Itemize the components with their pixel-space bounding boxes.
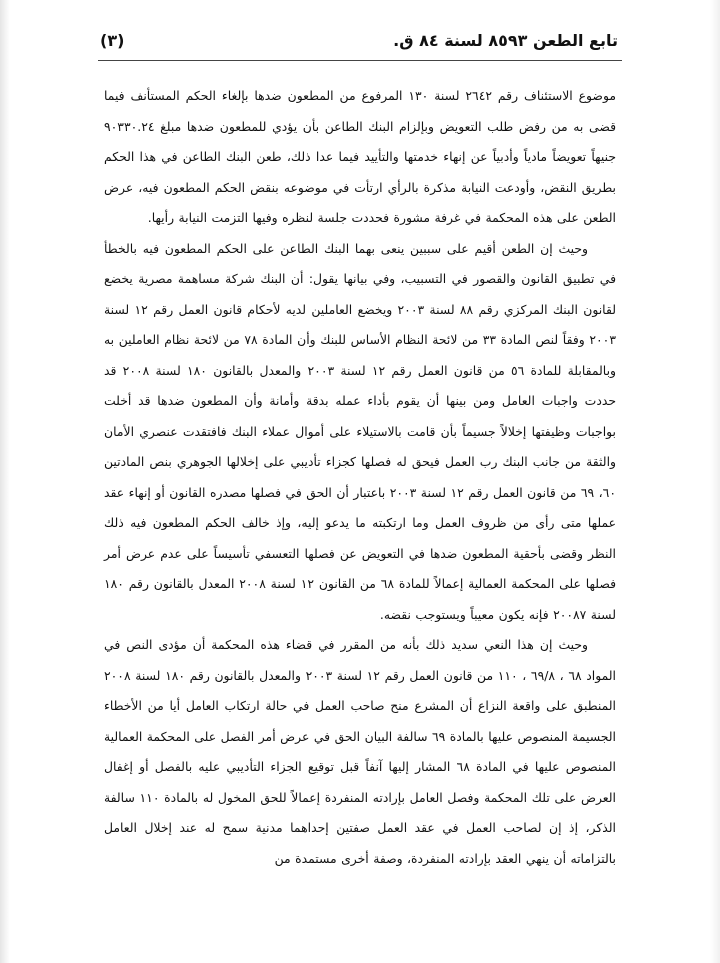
page-edge-shadow xyxy=(0,0,10,963)
case-title: تابع الطعن ٨٥٩٣ لسنة ٨٤ ق. xyxy=(393,30,618,50)
paragraph-appeal-grounds: وحيث إن الطعن أقيم على سببين ينعى بهما البنك الطاعن على الحكم المطعون فيه بالخطأ في تطبيق القانون والقصور في التسبيب، وفي بيانها يقول: أن البنك شركة مساهمة مصرية يخضع لقانون البنك المركزي رقم ٨٨ لسنة ٢٠٠٣ ويخضع العاملين لديه لأحكام قانون العمل رقم ١٢ لسنة ٢٠٠٣ وفقاً لنص المادة ٣٣ من لائحة النظام الأساس للبنك وأن المادة ٧٨ من لائحة نظام العاملين به وبالمقابلة للمادة ٥٦ من قانون العمل رقم ١٢ لسنة ٢٠٠٣ والمعدل بالقانون ١٨٠ لسنة ٢٠٠٨ قد حددت واجبات العامل ومن بينها أن يقوم بأداء عمله بدقة وأمانة وأن المطعون ضدها قد أخلت بواجبات وظيفتها إخلالاً جسيماً بأن قامت بالاستيلاء على أموال عملاء البنك فافتقدت عنصري الأمان والثقة من جانب البنك رب العمل فيحق له فصلها كجزاء تأديبي على إخلالها الجوهري بنص المادتين ٦٠، ٦٩ من قانون العمل رقم ١٢ لسنة ٢٠٠٣ باعتبار أن الحق في فصلها مصدره القانون أو إنهاء عقد عملها متى رأى من ظروف العمل وما ارتكبته ما يدعو إليه، وإذ خالف الحكم المطعون فيه ذلك النظر وقضى بأحقية المطعون ضدها في التعويض عن فصلها التعسفي تأسيساً على عدم عرض أمر فصلها على المحكمة العمالية إعمالاً للمادة ٦٨ من القانون ١٢ لسنة ٢٠٠٨ المعدل بالقانون رقم ١٨٠ لسنة ٢٠٠٨٧ فإنه يكون معيباً ويستوجب نقضه. xyxy=(104,240,617,622)
header-divider xyxy=(98,60,622,61)
page-edge-shadow xyxy=(710,0,720,963)
page-number: (٣) xyxy=(100,30,125,50)
judgment-body xyxy=(104,81,616,874)
paragraph-case-background: موضوع الاستئناف رقم ٢٦٤٢ لسنة ١٣٠ المرفوع من المطعون ضدها بإلغاء الحكم المستأنف فيما قضى به من رفض طلب التعويض وبإلزام البنك الطاعن بأن يؤدي للمطعون ضدها مبلغ ٩٠٣٣٠.٢٤ جنيهاً تعويضاً مادياً وأدبياً عن إنهاء خدمتها والتأييد فيما عدا ذلك، طعن البنك الطاعن في هذا الحكم بطريق النقض، وأودعت النيابة مذكرة بالرأي ارتأت في موضوعه بنقض الحكم المطعون فيه، عرض الطعن على هذه المحكمة في غرفة مشورة فحددت جلسة لنظره وفيها التزمت النيابة رأيها. xyxy=(104,88,616,225)
paragraph-court-reasoning: وحيث إن هذا النعي سديد ذلك بأنه من المقرر في قضاء هذه المحكمة أن مؤدى النص في المواد ٦٨ ، ٦٩/٨ ، ١١٠ من قانون العمل رقم ١٢ لسنة ٢٠٠٣ والمعدل بالقانون رقم ١٨٠ لسنة ٢٠٠٨ المنطبق على واقعة النزاع أن المشرع منح صاحب العمل في حالة ارتكاب العامل أيا من الأخطاء الجسيمة المنصوص عليها بالمادة ٦٩ سالفة البيان الحق في عرض أمر الفصل على المحكمة العمالية المنصوص عليها في المادة ٦٨ المشار إليها آنفاً قبل توقيع الجزاء التأديبي عليه بالفصل أو إغفال العرض على تلك المحكمة وفصل العامل بإرادته المنفردة إعمالاً للحق المخول له بالمادة ١١٠ سالفة الذكر، إذ إن لصاحب العمل في عقد العمل صفتين إحداهما مدنية سمح له عند إخلال العامل بالتزاماته أن ينهي العقد بإرادته المنفردة، وصفة أخرى مستمدة من xyxy=(104,637,617,866)
page-header xyxy=(100,26,618,54)
